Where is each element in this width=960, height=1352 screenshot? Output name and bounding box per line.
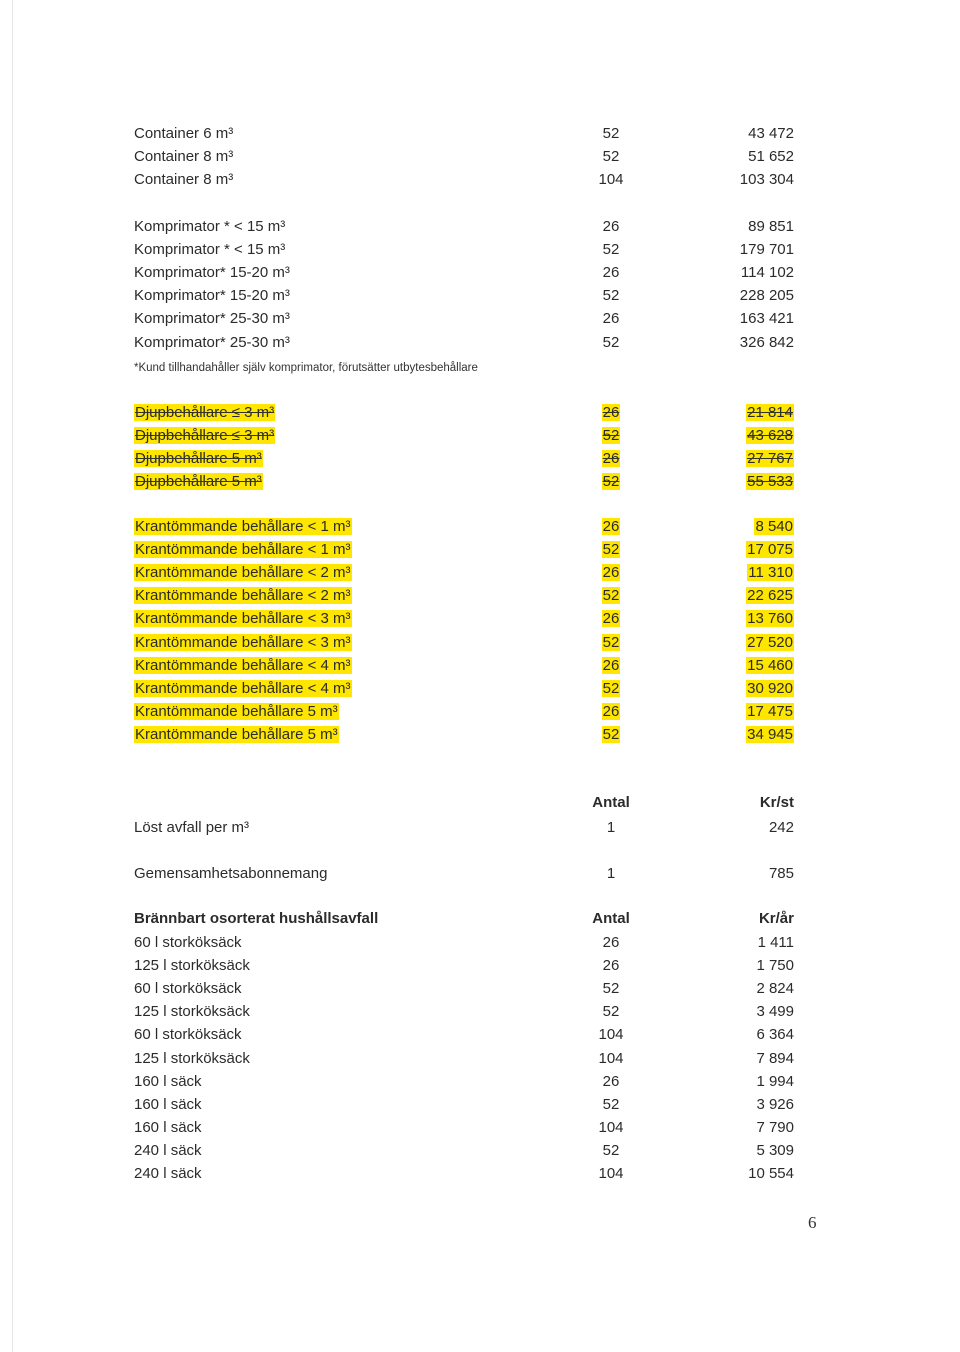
row-price — [756, 1139, 794, 1162]
row-label-text: Djupbehållare 5 m³ — [135, 473, 262, 491]
row-qty-text: 26 — [602, 404, 620, 421]
krantommande-row — [0, 515, 960, 538]
row-qty — [598, 307, 624, 330]
row-price-text: 1 411 — [757, 934, 794, 951]
brannbart-row — [0, 977, 960, 1000]
antal-header: Antal — [592, 794, 630, 811]
djupbehallare-row — [0, 424, 960, 447]
row-qty-text: 52 — [602, 148, 620, 166]
row-label-text: Krantömmande behållare 5 m³ — [135, 702, 338, 720]
row-qty — [598, 931, 624, 954]
row-qty — [598, 1116, 624, 1139]
djupbehallare-row — [0, 470, 960, 493]
brannbart-row — [0, 954, 960, 977]
brannbart-row — [0, 1093, 960, 1116]
row-qty — [598, 1139, 624, 1162]
row-label-text: Krantömmande behållare < 2 m³ — [135, 564, 351, 582]
row-price-text: 228 205 — [739, 287, 794, 305]
row-qty — [598, 401, 624, 424]
row-label — [134, 1047, 250, 1070]
krantommande-row — [0, 561, 960, 584]
row-price — [740, 238, 794, 261]
brannbart-row — [0, 1047, 960, 1070]
row-qty-text: 26 — [602, 934, 620, 951]
row-qty — [598, 261, 624, 284]
row-price — [754, 515, 794, 538]
row-price-text: 163 421 — [739, 310, 794, 328]
brannbart-row — [0, 1162, 960, 1185]
section-heading: Brännbart osorterat hushållsavfall — [134, 910, 379, 927]
row-qty — [598, 584, 624, 607]
row-qty: 1 — [606, 865, 616, 882]
row-price — [746, 538, 794, 561]
row-qty — [598, 1047, 624, 1070]
row-label-text: Komprimator* 15-20 m³ — [134, 287, 290, 305]
krantommande-row — [0, 584, 960, 607]
row-price — [746, 424, 794, 447]
row-price — [756, 977, 794, 1000]
komprimator-row — [0, 238, 960, 261]
container-row — [0, 168, 960, 191]
row-label-text: 125 l storköksäck — [134, 1003, 250, 1021]
row-price — [746, 584, 794, 607]
row-price-text: 43 628 — [747, 427, 793, 445]
row-qty — [598, 1070, 624, 1093]
row-label — [134, 1116, 202, 1139]
row-price — [746, 631, 794, 654]
brannbart-row — [0, 1116, 960, 1139]
krantommande-row — [0, 677, 960, 700]
row-label — [134, 1093, 202, 1116]
row-price-text: 5 309 — [756, 1141, 794, 1159]
row-label — [134, 954, 250, 977]
row-label — [134, 654, 352, 677]
footnote-text: *Kund tillhandahåller själv komprimator, förutsätter utbytesbehållare — [134, 362, 478, 374]
row-label-text: Krantömmande behållare < 3 m³ — [135, 633, 351, 651]
row-label — [134, 261, 290, 284]
row-label: Gemensamhetsabonnemang — [134, 865, 328, 882]
row-qty — [598, 470, 624, 493]
row-label — [134, 607, 352, 630]
row-price — [746, 654, 794, 677]
row-price — [741, 261, 794, 284]
row-label-text: Krantömmande behållare < 4 m³ — [135, 679, 351, 697]
row-label — [134, 1000, 250, 1023]
row-price-text: 10 554 — [748, 1165, 794, 1182]
row-qty-text: 26 — [602, 1072, 620, 1090]
row-label-text: Container 6 m³ — [134, 125, 234, 142]
row-price-text: 15 460 — [747, 656, 793, 674]
row-price-text: 27 520 — [747, 633, 793, 651]
row-price-text: 30 920 — [747, 679, 793, 697]
row-label-text: Krantömmande behållare < 3 m³ — [135, 610, 351, 628]
row-qty — [598, 424, 624, 447]
container-row — [0, 122, 960, 145]
row-qty-text: 52 — [602, 241, 620, 259]
row-qty-text: 52 — [602, 633, 620, 651]
row-label — [134, 631, 352, 654]
row-qty — [598, 515, 624, 538]
row-label — [134, 561, 352, 584]
row-qty-text: 52 — [602, 287, 620, 305]
brannbart-row — [0, 1139, 960, 1162]
row-price-text: 1 750 — [756, 957, 794, 975]
kr-ar-header: Kr/år — [758, 910, 794, 927]
row-price-text: 2 824 — [756, 980, 794, 998]
row-qty — [598, 677, 624, 700]
komprimator-row — [0, 331, 960, 354]
row-label — [134, 284, 290, 307]
row-price-text: 17 075 — [747, 541, 793, 559]
row-qty-text: 26 — [602, 656, 620, 674]
row-price — [748, 122, 794, 145]
row-label-text: Komprimator* 25-30 m³ — [134, 333, 290, 351]
djupbehallare-row — [0, 401, 960, 424]
row-qty — [598, 331, 624, 354]
row-price-text: 13 760 — [747, 610, 793, 628]
row-price — [746, 470, 794, 493]
row-qty-text: 26 — [602, 957, 620, 975]
row-qty-text: 26 — [602, 518, 620, 535]
row-price-text: 51 652 — [748, 148, 794, 166]
row-qty — [598, 447, 624, 470]
row-qty — [598, 977, 624, 1000]
row-label-text: 160 l säck — [134, 1118, 202, 1136]
lost-avfall-row — [0, 816, 960, 839]
row-qty — [598, 1093, 624, 1116]
row-label — [134, 1162, 202, 1185]
row-price — [756, 954, 794, 977]
gemensamhet-row — [0, 862, 960, 885]
row-label — [134, 1023, 242, 1046]
row-qty — [598, 631, 624, 654]
row-price-text: 6 364 — [756, 1026, 794, 1044]
row-label — [134, 307, 290, 330]
row-price-text: 1 994 — [756, 1072, 794, 1090]
row-label-text: Komprimator * < 15 m³ — [134, 218, 286, 235]
row-qty — [598, 561, 624, 584]
row-price — [746, 723, 794, 746]
row-label — [134, 424, 275, 447]
row-qty-text: 52 — [602, 473, 620, 491]
row-price-text: 103 304 — [739, 171, 794, 189]
komprimator-row — [0, 307, 960, 330]
row-label: Löst avfall per m³ — [134, 819, 250, 836]
row-qty — [598, 168, 624, 191]
row-qty-text: 52 — [602, 541, 620, 559]
row-label-text: 60 l storköksäck — [134, 980, 242, 998]
komprimator-row — [0, 215, 960, 238]
row-qty-text: 104 — [598, 1165, 624, 1182]
row-qty-text: 26 — [602, 450, 620, 468]
row-price-text: 89 851 — [748, 218, 794, 235]
row-qty — [598, 654, 624, 677]
row-price: 785 — [768, 865, 794, 882]
row-price — [756, 1023, 794, 1046]
row-price-text: 7 790 — [756, 1118, 794, 1136]
row-price — [747, 561, 794, 584]
row-label-text: 240 l säck — [134, 1141, 202, 1159]
row-price — [746, 401, 794, 424]
row-price-text: 43 472 — [748, 125, 794, 142]
lost-avfall-header — [0, 791, 960, 814]
row-price — [746, 700, 794, 723]
row-label-text: Krantömmande behållare < 1 m³ — [135, 541, 351, 559]
krantommande-row — [0, 607, 960, 630]
row-price — [756, 1000, 794, 1023]
row-label — [134, 723, 339, 746]
row-label-text: 125 l storköksäck — [134, 1049, 250, 1067]
row-price-text: 7 894 — [756, 1049, 794, 1067]
row-label-text: Krantömmande behållare < 2 m³ — [135, 587, 351, 605]
row-price-text: 55 533 — [747, 473, 793, 491]
brannbart-header — [0, 907, 960, 930]
row-qty-text: 52 — [602, 980, 620, 998]
row-label-text: Djupbehållare ≤ 3 m³ — [135, 427, 275, 445]
row-label-text: 160 l säck — [134, 1095, 202, 1113]
row-qty-text: 52 — [602, 427, 620, 445]
row-price — [758, 931, 794, 954]
row-qty-text: 104 — [598, 1049, 624, 1067]
row-price-text: 3 926 — [756, 1095, 794, 1113]
row-label-text: Komprimator* 25-30 m³ — [134, 310, 290, 328]
row-price — [740, 307, 794, 330]
row-label — [134, 700, 339, 723]
row-price — [740, 284, 794, 307]
row-price — [756, 1047, 794, 1070]
row-qty-text: 26 — [602, 310, 620, 328]
row-qty: 1 — [606, 819, 616, 836]
row-label-text: 125 l storköksäck — [134, 957, 250, 975]
row-label — [134, 1070, 202, 1093]
row-label — [134, 168, 233, 191]
footnote — [0, 357, 960, 380]
brannbart-row — [0, 931, 960, 954]
row-qty — [598, 1162, 624, 1185]
row-label-text: Djupbehållare 5 m³ — [135, 450, 262, 468]
row-price-text: 326 842 — [739, 333, 794, 351]
row-label-text: Krantömmande behållare < 4 m³ — [135, 656, 351, 674]
row-price — [756, 1070, 794, 1093]
row-qty-text: 52 — [602, 1141, 620, 1159]
row-label — [134, 215, 285, 238]
row-qty-text: 52 — [602, 587, 620, 605]
row-label-text: 240 l säck — [134, 1165, 202, 1182]
row-label-text: 60 l storköksäck — [134, 1026, 242, 1044]
row-label — [134, 331, 290, 354]
row-qty — [598, 1023, 624, 1046]
row-label-text: 60 l storköksäck — [134, 934, 242, 951]
row-price — [740, 168, 794, 191]
row-qty — [598, 1000, 624, 1023]
row-label — [134, 1139, 202, 1162]
krantommande-row — [0, 538, 960, 561]
row-price — [748, 1162, 794, 1185]
row-label-text: Djupbehållare ≤ 3 m³ — [135, 404, 275, 421]
row-qty-text: 26 — [602, 702, 620, 720]
row-price — [746, 607, 794, 630]
row-price — [740, 331, 794, 354]
row-qty-text: 52 — [602, 125, 620, 142]
row-price-text: 11 310 — [748, 564, 793, 582]
row-label — [134, 538, 352, 561]
row-qty-text: 104 — [598, 1026, 624, 1044]
row-price-text: 114 102 — [740, 264, 794, 282]
row-price: 242 — [768, 819, 794, 836]
row-label-text: 160 l säck — [134, 1072, 202, 1090]
row-label — [134, 584, 352, 607]
row-qty — [598, 238, 624, 261]
row-qty — [598, 538, 624, 561]
djupbehallare-row — [0, 447, 960, 470]
brannbart-row — [0, 1070, 960, 1093]
row-qty — [598, 215, 624, 238]
row-qty-text: 52 — [602, 725, 620, 743]
row-label — [134, 122, 233, 145]
row-price-text: 21 814 — [747, 404, 793, 421]
krantommande-row — [0, 723, 960, 746]
container-row — [0, 145, 960, 168]
row-label-text: Komprimator * < 15 m³ — [134, 241, 286, 259]
row-qty — [598, 122, 624, 145]
row-qty — [598, 607, 624, 630]
row-label-text: Container 8 m³ — [134, 171, 234, 189]
row-qty-text: 26 — [602, 564, 620, 582]
row-label-text: Krantömmande behållare < 1 m³ — [135, 518, 351, 535]
row-qty-text: 52 — [602, 1003, 620, 1021]
row-price-text: 27 767 — [747, 450, 793, 468]
row-qty-text: 26 — [602, 218, 620, 235]
row-price — [748, 215, 794, 238]
row-qty-text: 104 — [598, 171, 624, 189]
row-label — [134, 238, 285, 261]
komprimator-row — [0, 284, 960, 307]
row-qty-text: 52 — [602, 679, 620, 697]
row-label — [134, 931, 242, 954]
row-label — [134, 977, 242, 1000]
antal-header: Antal — [592, 910, 630, 927]
row-price — [746, 677, 794, 700]
row-label-text: Komprimator* 15-20 m³ — [134, 264, 290, 282]
row-label-text: Container 8 m³ — [134, 148, 234, 166]
row-label — [134, 470, 263, 493]
row-qty — [598, 284, 624, 307]
row-label — [134, 515, 352, 538]
row-price — [756, 1116, 794, 1139]
row-qty — [598, 723, 624, 746]
page-number: 6 — [808, 1213, 817, 1232]
row-label-text: Krantömmande behållare 5 m³ — [135, 725, 338, 743]
row-price-text: 3 499 — [756, 1003, 794, 1021]
row-price — [756, 1093, 794, 1116]
row-price-text: 34 945 — [747, 725, 793, 743]
row-price — [746, 447, 794, 470]
row-price-text: 8 540 — [755, 518, 793, 535]
krantommande-row — [0, 700, 960, 723]
row-qty-text: 52 — [602, 1095, 620, 1113]
row-price-text: 17 475 — [747, 702, 793, 720]
row-price-text: 22 625 — [747, 587, 793, 605]
komprimator-row — [0, 261, 960, 284]
row-qty-text: 52 — [602, 333, 620, 351]
row-label — [134, 447, 263, 470]
row-qty-text: 26 — [602, 610, 620, 628]
row-label — [134, 401, 275, 424]
krantommande-row — [0, 631, 960, 654]
row-price — [748, 145, 794, 168]
krantommande-row — [0, 654, 960, 677]
row-label — [134, 677, 352, 700]
row-qty — [598, 700, 624, 723]
row-qty-text: 26 — [602, 264, 620, 282]
row-price-text: 179 701 — [739, 241, 794, 259]
row-qty — [598, 145, 624, 168]
brannbart-row — [0, 1023, 960, 1046]
row-label — [134, 145, 233, 168]
row-qty-text: 104 — [598, 1118, 624, 1136]
kr-st-header: Kr/st — [759, 794, 794, 811]
brannbart-row — [0, 1000, 960, 1023]
row-qty — [598, 954, 624, 977]
